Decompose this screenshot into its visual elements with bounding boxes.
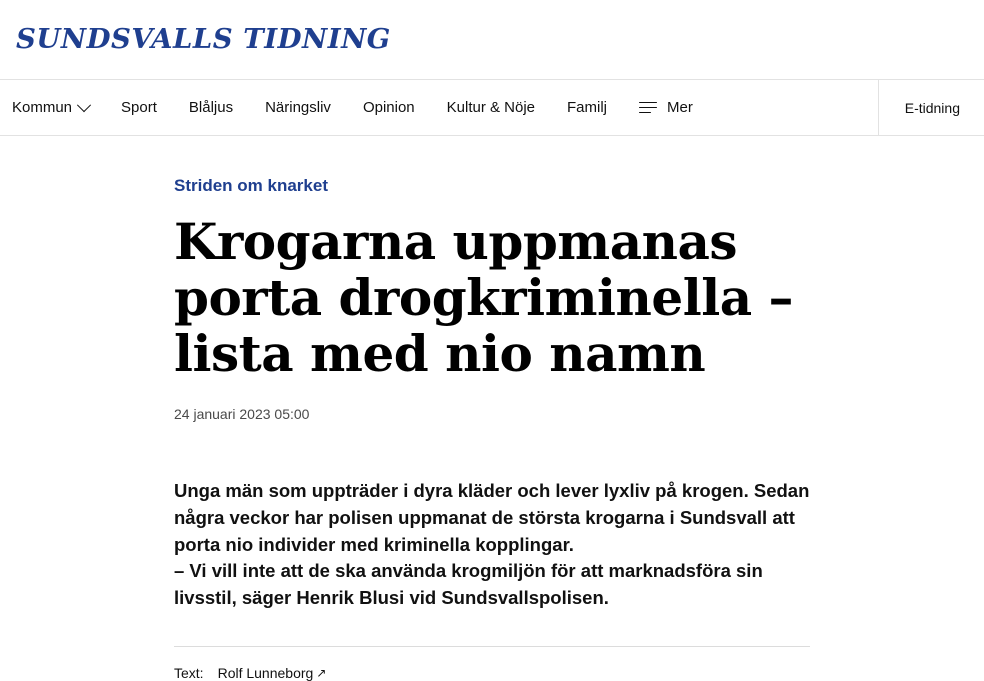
byline-author-name: Rolf Lunneborg [217,665,314,681]
byline-label: Text: [174,665,204,681]
byline-divider [174,646,810,647]
nav-item-blaljus[interactable] [173,80,249,135]
external-link-arrow-icon: ↗ [316,666,327,681]
byline [174,665,810,681]
article-body [174,136,810,681]
nav-item-naringsliv[interactable] [249,80,347,135]
masthead [0,0,984,80]
nav-item-label: Kommun [12,99,73,116]
nav-item-more[interactable] [623,80,709,135]
chevron-down-icon [77,98,91,112]
nav-item-label: Sport [121,99,157,116]
main-navigation [0,80,984,136]
lead-paragraph: Unga män som uppträder i dyra kläder och lever lyxliv på krogen. Sedan några veckor har polisen uppmanat de största krogarna i Sundsvall att porta nio individer med kriminella kopplingar. [174,480,810,555]
e-tidning-link[interactable]: E-tidning [904,99,960,116]
nav-item-label: Blåljus [188,99,234,116]
nav-more-label: Mer [667,99,693,116]
nav-right-group [878,80,968,135]
nav-item-opinion[interactable] [347,80,431,135]
nav-item-kommun[interactable] [0,80,105,135]
article-timestamp: 24 januari 2023 05:00 [174,406,310,422]
page-title: Krogarna uppmanas porta drogkriminella – lista med nio namn [174,212,794,383]
nav-item-label: Familj [567,99,608,116]
nav-items-group [0,80,878,135]
nav-item-kultur-noje[interactable] [431,80,551,135]
nav-item-label: Kultur & Nöje [446,99,536,116]
byline-author-link[interactable] [218,665,327,681]
nav-item-label: Opinion [362,99,415,116]
site-logo[interactable]: SUNDSVALLS TIDNING [16,24,391,55]
hamburger-menu-icon [639,102,657,114]
article-lead [174,478,810,612]
lead-paragraph: – Vi vill inte att de ska använda krogmiljön för att marknadsföra sin livsstil, säger Henrik Blusi vid Sundsvallspolisen. [174,560,763,609]
nav-item-familj[interactable] [551,80,623,135]
nav-item-sport[interactable] [105,80,173,135]
article-kicker[interactable]: Striden om knarket [174,176,328,195]
nav-item-label: Näringsliv [265,99,331,116]
